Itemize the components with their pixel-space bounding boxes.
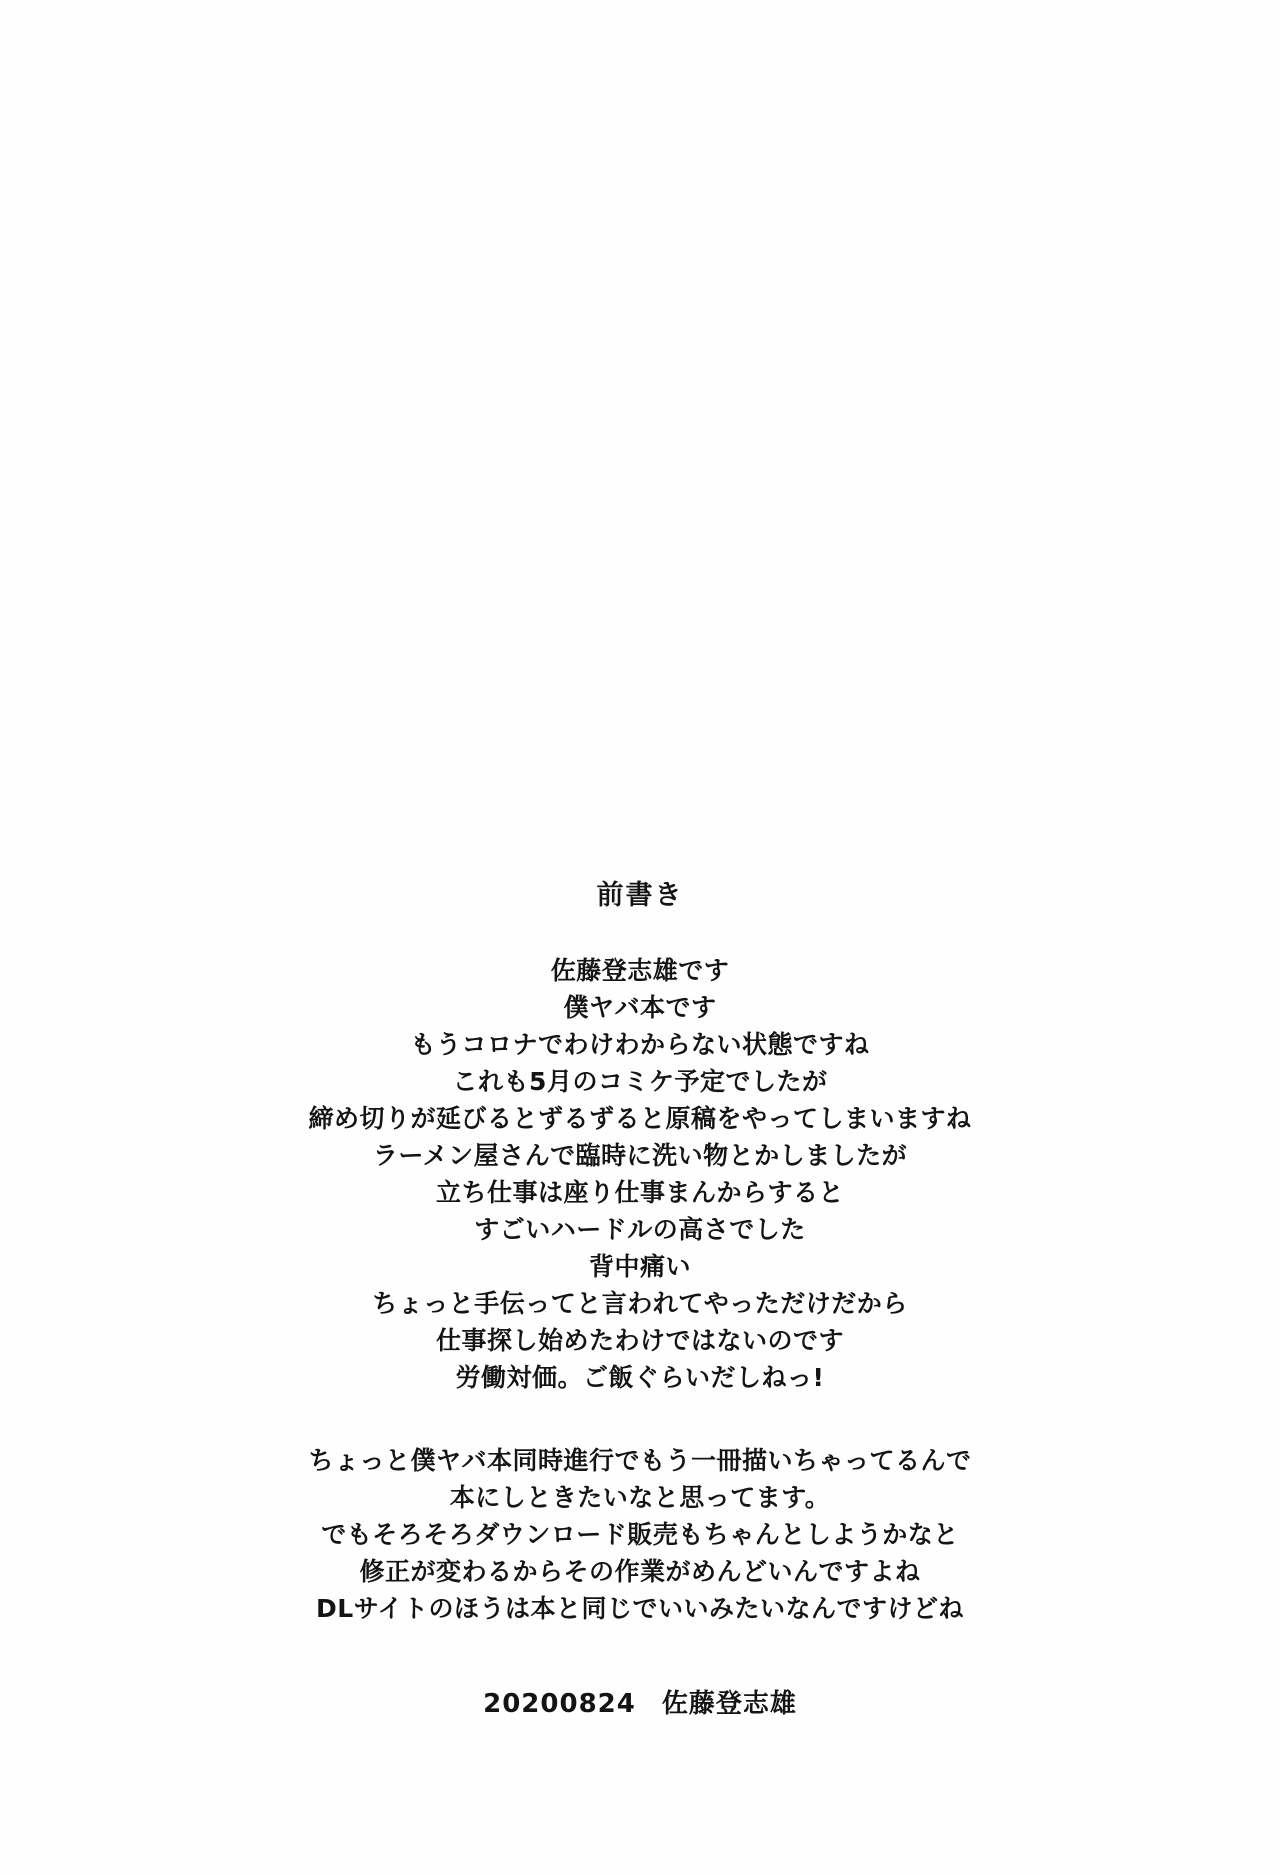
- afterword-heading: 前書き: [596, 880, 684, 911]
- afterword-paragraph-intro: [0, 952, 1280, 1396]
- afterword-line: 労働対価。ご飯ぐらいだしねっ!: [455, 1363, 825, 1393]
- afterword-line: これも5月のコミケ予定でしたが: [452, 1067, 828, 1097]
- signature: [0, 1683, 1280, 1720]
- afterword-line: ちょっと僕ヤバ本同時進行でもう一冊描いちゃってるんで: [308, 1446, 972, 1476]
- afterword-line: ちょっと手伝ってと言われてやっただけだから: [372, 1289, 908, 1319]
- afterword-line: 本にしときたいなと思ってます。: [449, 1483, 831, 1513]
- afterword-line: でもそろそろダウンロード販売もちゃんとしようかなと: [321, 1520, 959, 1550]
- afterword-line: 佐藤登志雄です: [550, 956, 730, 986]
- afterword-line: 締め切りが延びるとずるずると原稿をやってしまいますね: [308, 1104, 972, 1134]
- afterword-line: すごいハードルの高さでした: [474, 1215, 806, 1245]
- afterword-line: DLサイトのほうは本と同じでいいみたいなんですけどね: [316, 1594, 964, 1624]
- afterword-line: 僕ヤバ本です: [563, 993, 717, 1023]
- afterword-section: [0, 880, 1280, 1720]
- afterword-paragraph-plans: [0, 1442, 1280, 1627]
- signature-author: 佐藤登志雄: [661, 1689, 797, 1720]
- afterword-line: もうコロナでわけわからない状態ですね: [410, 1030, 870, 1060]
- afterword-line: 立ち仕事は座り仕事まんからすると: [435, 1178, 844, 1208]
- afterword-line: 仕事探し始めたわけではないのです: [435, 1326, 844, 1356]
- afterword-line: ラーメン屋さんで臨時に洗い物とかしましたが: [372, 1141, 908, 1171]
- afterword-line: 背中痛い: [588, 1252, 691, 1282]
- signature-date: 20200824: [483, 1689, 636, 1720]
- afterword-line: 修正が変わるからその作業がめんどいんですよね: [359, 1557, 921, 1587]
